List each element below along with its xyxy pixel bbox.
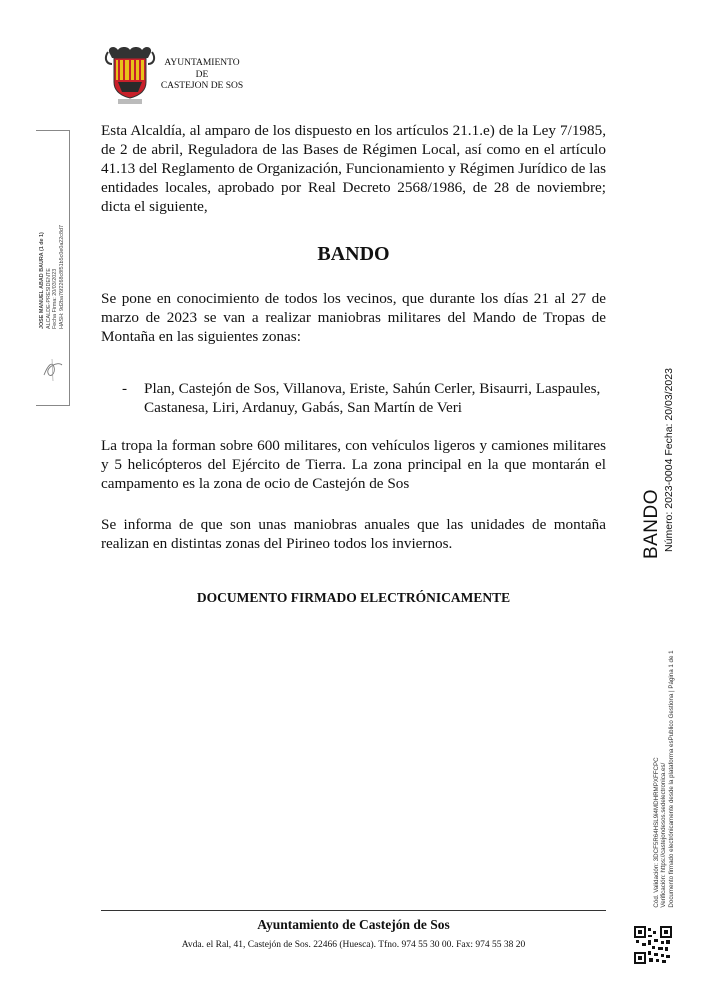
org-line-1: AYUNTAMIENTO [164, 58, 240, 68]
side-number-date-text: Número: 2023-0004 Fecha: 20/03/2023 [663, 368, 675, 552]
list-bullet: - [122, 380, 128, 397]
side-doc-type-text: BANDO [641, 488, 662, 560]
footer-divider [101, 910, 606, 911]
signed-notice: DOCUMENTO FIRMADO ELECTRÓNICAMENTE [196, 590, 511, 605]
intro-paragraph: Esta Alcaldía, al amparo de los dispuesto en los artículos 21.1.e) de la Ley 7/1985, de 2 de abril, Reguladora de las Bases de Régimen Local, así como en el artículo 41.13 del Reglamento de Organización, Funcionamiento y Régimen Jurídico de las entidades locales, aprobado por Real Decreto 2568/1986, de 28 de noviembre; dicta el siguiente, [101, 122, 607, 215]
troops-paragraph: La tropa la forman sobre 600 militares, con vehículos ligeros y camiones militares y 5 helicópteros del Ejército de Tierra. La zona principal en la que montarán el campamento es la zona de ocio de Castejón de Sos [101, 437, 606, 492]
footer-title: Ayuntamiento de Castejón de Sos [257, 917, 450, 932]
validation-code: Cód. Validación: 3DCF5R64HSL9i4MDHRMPXFFCPC [652, 757, 660, 908]
footer-address: Avda. el Ral, 41, Castejón de Sos. 22466 (Huesca). Tfno. 974 55 30 00. Fax: 974 55 38 20 [181, 940, 526, 950]
qr-code-icon [634, 926, 672, 964]
signature-scribble-icon [40, 355, 66, 383]
org-line-3: CASTEJON DE SOS [160, 81, 244, 91]
coat-of-arms-icon [104, 44, 156, 106]
validation-platform: Documento firmado electrónicamente desde la plataforma esPublico Gestiona | Página 1 de 1 [667, 650, 675, 908]
signature-hash: HASH: 9d2ba76f2268c8f51b5c0e0a22c8d7 [58, 224, 65, 330]
organization-name [152, 58, 252, 93]
info-paragraph: Se informa de que son unas maniobras anuales que las unidades de montaña realizan en distintas zonas del Pirineo todos los inviernos. [101, 516, 606, 552]
list-item: Plan, Castejón de Sos, Villanova, Eriste, Sahún Cerler, Bisaurri, Laspaules, Castanesa, Liri, Ardanuy, Gabás, San Martín de Veri [144, 380, 601, 416]
signer-name: JOSE MANUEL ABAD BAURA (1 de 1) [38, 232, 45, 330]
validation-url[interactable]: Verificación: https://castejondesos.sedelectronica.es/ [660, 762, 668, 908]
zones-list [122, 379, 606, 417]
notice-paragraph: Se pone en conocimiento de todos los vecinos, que durante los días 21 al 27 de marzo de 2023 se van a realizar maniobras militares del Mando de Tropas de Montaña en las siguientes zonas: [101, 290, 606, 345]
document-title: BANDO [317, 243, 390, 265]
org-line-2: DE [195, 69, 209, 80]
signature-date: Fecha Firma: 20/03/2023 [52, 268, 58, 330]
signer-role: ALCALDE-PRESIDENTE [45, 268, 52, 330]
